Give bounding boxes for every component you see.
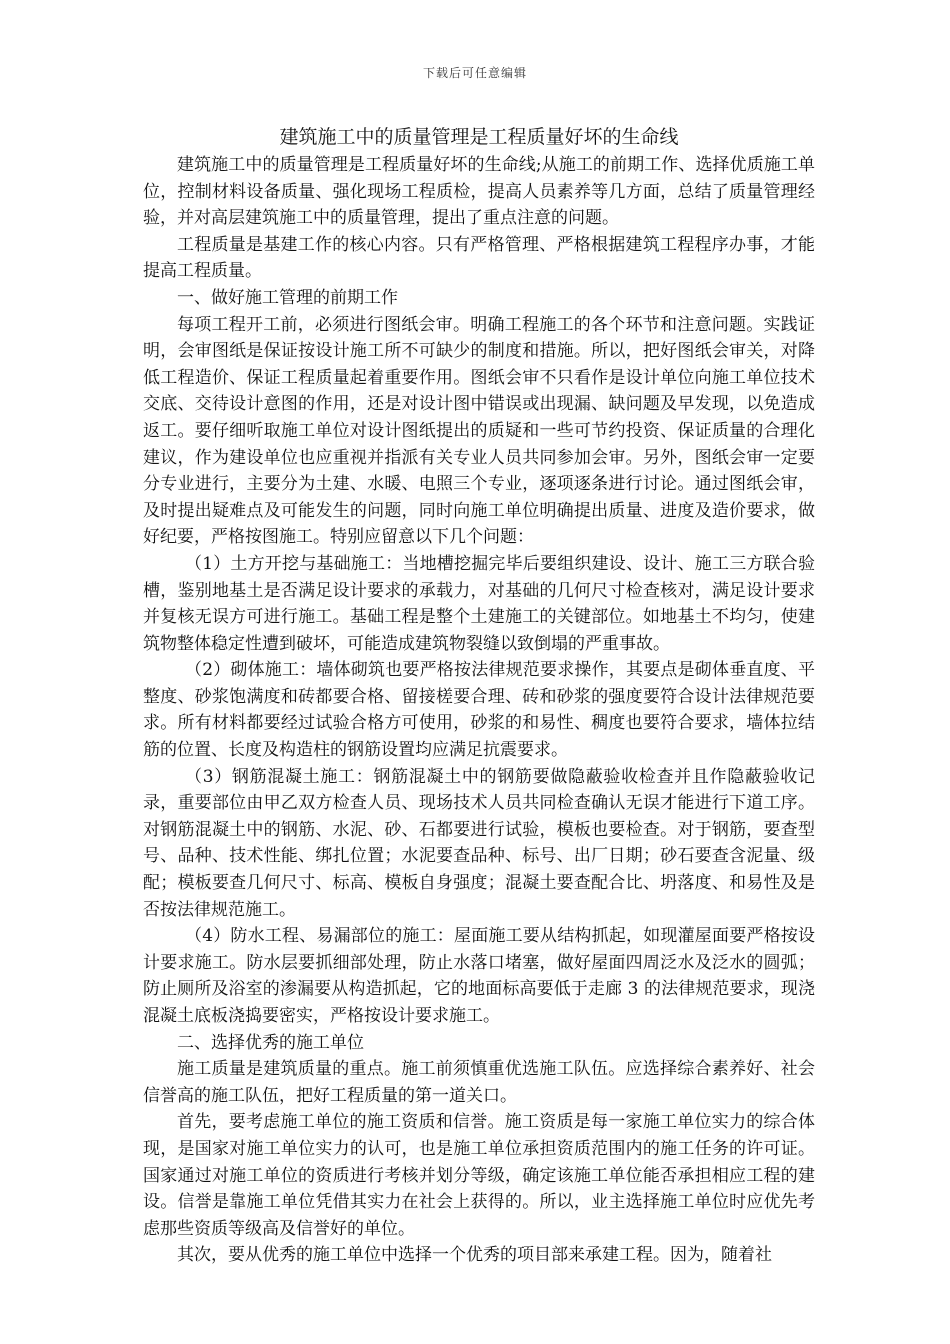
list-item-1: （1）土方开挖与基础施工：当地槽挖掘完毕后要组织建设、设计、施工三方联合验槽，鉴别地基土是否满足设计要求的承载力，对基础的几何尺寸检查核对，满足设计要求并复核无误方可进行施工。基础工程是整个土建施工的关键部位。如地基土不均匀，使建筑物整体稳定性遭到破坏，可能造成建筑物裂缝以致倒塌的严重事故。 [143, 553, 815, 654]
list-item-2: （2）砌体施工：墙体砌筑也要严格按法律规范要求操作，其要点是砌体垂直度、平整度、砂浆饱满度和砖都要合格、留接槎要合理、砖和砂浆的强度要符合设计法律规范要求。所有材料都要经过试验合格方可使用，砂浆的和易性、稠度也要符合要求，墙体拉结筋的位置、长度及构造柱的钢筋设置均应满足抗震要求。 [143, 660, 815, 761]
section-1-heading: 一、做好施工管理的前期工作 [177, 287, 398, 308]
paragraph-2: 每项工程开工前，必须进行图纸会审。明确工程施工的各个环节和注意问题。实践证明，会审图纸是保证按设计施工所不可缺少的制度和措施。所以，把好图纸会审关，对降低工程造价、保证工程质量起着重要作用。图纸会审不只看作是设计单位向施工单位技术交底、交待设计意图的作用，还是对设计图中错误或出现漏、缺问题及早发现，以免造成返工。要仔细听取施工单位对设计图纸提出的质疑和一些可节约投资、保证质量的合理化建议，作为建设单位也应重视并指派有关专业人员共同参加会审。另外，图纸会审一定要分专业进行，主要分为土建、水暖、电照三个专业，逐项逐条进行讨论。通过图纸会审，及时提出疑难点及可能发生的问题，同时向施工单位明确提出质量、进度及造价要求，做好纪要，严格按图施工。特别应留意以下几个问题： [143, 314, 815, 548]
list-item-4: （4）防水工程、易漏部位的施工：屋面施工要从结构抓起，如现灌屋面要严格按设计要求施工。防水层要抓细部处理，防止水落口堵塞，做好屋面四周泛水及泛水的圆弧；防止厕所及浴室的渗漏要从构造抓起，它的地面标高要低于走廊 3 的法律规范要求，现浇混凝土底板浇捣要密实，严格按设计要求施工。 [143, 926, 815, 1026]
page-header: 下载后可任意编辑 [422, 66, 527, 80]
list-item-3: （3）钢筋混凝土施工：钢筋混凝土中的钢筋要做隐蔽验收检查并且作隐蔽验收记录，重要部位由甲乙双方检查人员、现场技术人员共同检查确认无误才能进行下道工序。对钢筋混凝土中的钢筋、水泥、砂、石都要进行试验，模板也要检查。对于钢筋，要查型号、品种、技术性能、绑扎位置；水泥要查品种、标号、出厂日期；砂石要查含泥量、级配；模板要查几何尺寸、标高、模板自身强度；混凝土要查配合比、坍落度、和易性及是否按法律规范施工。 [143, 766, 815, 920]
document-title: 建筑施工中的质量管理是工程质量好坏的生命线 [279, 126, 679, 148]
paragraph-3: 施工质量是建筑质量的重点。施工前须慎重优选施工队伍。应选择综合素养好、社会信誉高的施工队伍，把好工程质量的第一道关口。 [143, 1059, 815, 1106]
document-body [143, 122, 815, 1269]
paragraph-5: 其次，要从优秀的施工单位中选择一个优秀的项目部来承建工程。因为，随着社 [177, 1245, 772, 1266]
paragraph-1: 工程质量是基建工作的核心内容。只有严格管理、严格根据建筑工程程序办事，才能提高工程质量。 [143, 234, 815, 282]
intro-paragraph: 建筑施工中的质量管理是工程质量好坏的生命线;从施工的前期工作、选择优质施工单位，控制材料设备质量、强化现场工程质检，提高人员素养等几方面，总结了质量管理经验，并对高层建筑施工中的质量管理，提出了重点注意的问题。 [143, 155, 815, 229]
section-2-heading: 二、选择优秀的施工单位 [177, 1032, 364, 1053]
paragraph-4: 首先，要考虑施工单位的施工资质和信誉。施工资质是每一家施工单位实力的综合体现，是国家对施工单位实力的认可，也是施工单位承担资质范围内的施工任务的许可证。国家通过对施工单位的资质进行考核并划分等级，确定该施工单位能否承担相应工程的建设。信誉是靠施工单位凭借其实力在社会上获得的。所以，业主选择施工单位时应优先考虑那些资质等级高及信誉好的单位。 [143, 1112, 815, 1239]
